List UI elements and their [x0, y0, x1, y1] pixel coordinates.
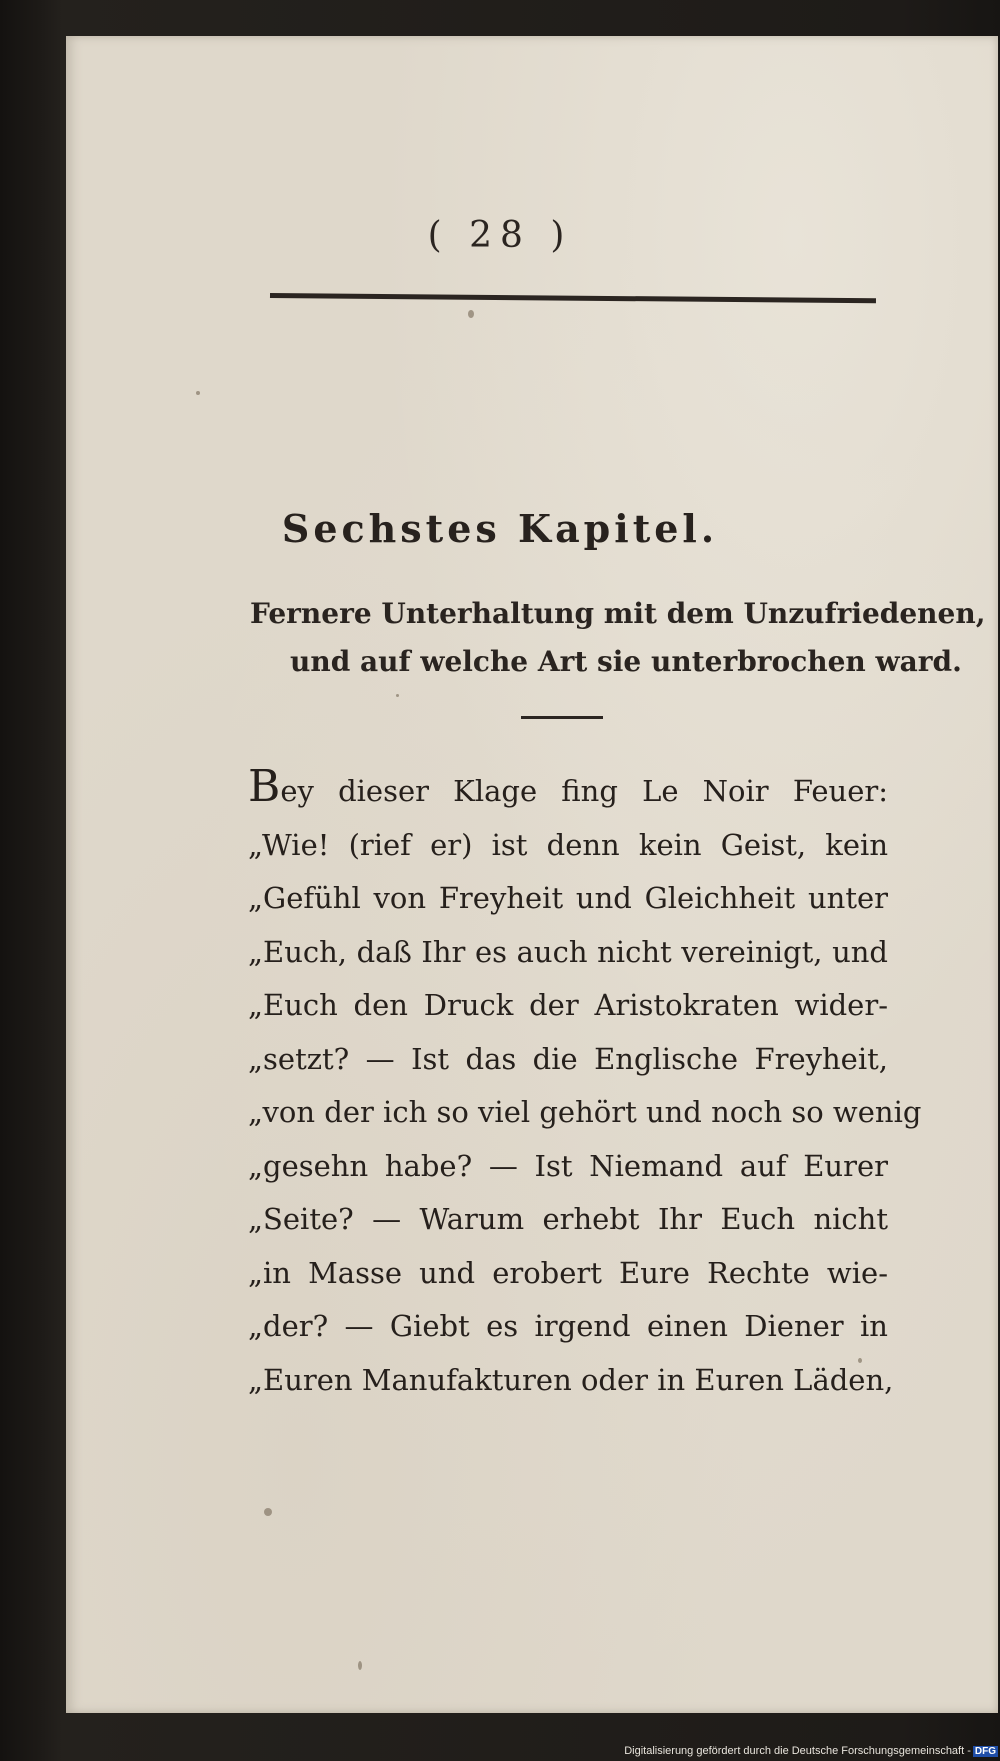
- text-line: „Euch den Druck der Aristokraten wider-: [248, 988, 888, 1022]
- text-line: „gesehn habe? — Ist Niemand auf Eurer: [248, 1148, 888, 1183]
- paper-speck: [396, 694, 399, 697]
- subtitle-line: Fernere Unterhaltung mit dem Unzufriedenen,: [250, 597, 986, 630]
- page-number: ( 28 ): [427, 215, 573, 256]
- text-line: „Euren Manufakturen oder in Euren Läden,: [248, 1362, 894, 1397]
- chapter-subtitle: [250, 590, 986, 686]
- text-line: „setzt? — Ist das die Englische Freyheit,: [248, 1041, 888, 1076]
- paper-speck: [264, 1508, 272, 1516]
- text-line: „der? — Giebt es irgend einen Diener in: [248, 1309, 888, 1343]
- digitization-credit: [560, 1745, 998, 1759]
- paper-speck: [196, 391, 200, 395]
- text-line: „Seite? — Warum erhebt Ihr Euch nicht: [248, 1202, 888, 1236]
- text-line: Bey dieser Klage fing Le Noir Feuer:: [248, 761, 888, 812]
- subtitle-line: und auf welche Art sie unterbrochen ward.: [290, 645, 962, 678]
- chapter-title: Sechstes Kapitel.: [281, 506, 719, 551]
- body-paragraph: [248, 760, 922, 1407]
- text-line: „Euch, daß Ihr es auch nicht vereinigt, und: [248, 934, 888, 969]
- dfg-logo: DFG: [974, 1746, 996, 1757]
- paper-speck: [468, 310, 474, 318]
- section-divider: [521, 716, 603, 719]
- text-line: „Wie! (rief er) ist denn kein Geist, kein: [248, 827, 888, 862]
- text-line: „in Masse und erobert Eure Rechte wie-: [248, 1255, 888, 1290]
- paper-speck: [358, 1661, 362, 1670]
- text-line: „von der ich so viel gehört und noch so wenig: [248, 1095, 922, 1129]
- credit-text: Digitalisierung gefördert durch die Deutsche Forschungsgemeinschaft -: [624, 1745, 971, 1757]
- text-line: „Gefühl von Freyheit und Gleichheit unter: [248, 881, 888, 915]
